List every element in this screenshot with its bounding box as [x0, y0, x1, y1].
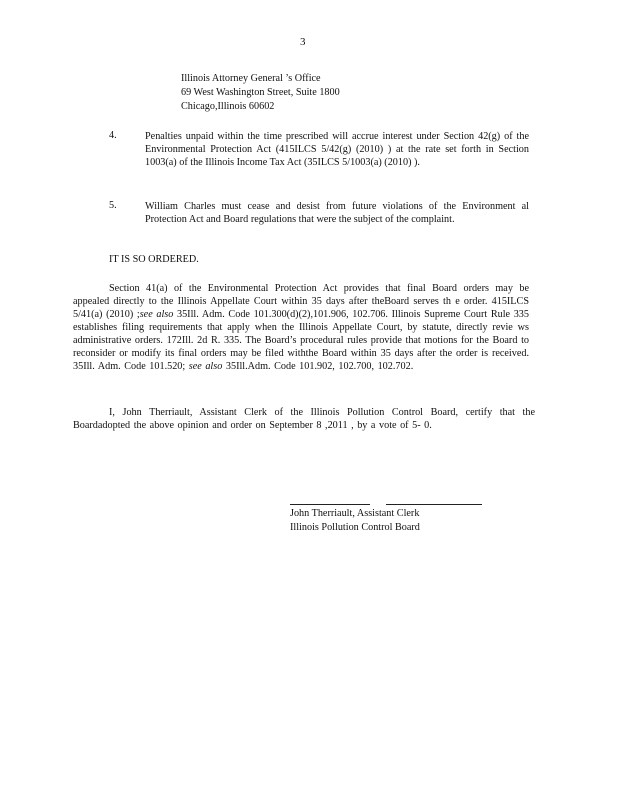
- item-text-5: William Charles must cease and desist from future violations of the Environment al Protection Act and Board regulations that were the subject of the complaint.: [145, 201, 529, 225]
- signature-org: Illinois Pollution Control Board: [290, 522, 420, 533]
- address-block: [181, 72, 421, 114]
- appeal-text-1: Section 41(a) of the Environmental Protection Act provides that final Board orders may be appealed directly to the Illinois Appellate Court within 35 days after theBoard serves th e order. 415ILCS 5/41(a) (2010) ;: [73, 283, 529, 320]
- page-number: 3: [300, 36, 306, 48]
- item-number-5: 5.: [109, 200, 117, 211]
- appeal-paragraph: [73, 282, 529, 373]
- address-line-1: Illinois Attorney General ’s Office: [181, 73, 321, 84]
- signature-line-right: [386, 504, 482, 505]
- address-line-2: 69 West Washington Street, Suite 1800: [181, 87, 340, 98]
- see-also-1: see also: [139, 309, 174, 320]
- appeal-text-3: 35Ill.Adm. Code 101.902, 102.700, 102.702.: [222, 361, 414, 372]
- item-number-4: 4.: [109, 130, 117, 141]
- appeal-text-2: 35Ill. Adm. Code 101.300(d)(2),101.906, 102.706. Illinois Supreme Court Rule 335 establishes filing requirements that apply when the Illinois Appellate Court, by statute, directly revie ws administrative orders. 172Ill. 2d R. 335. The Board’s procedural rules provide that motions for the Board to reconsider or modify its final orders may be filed withthe Board within 35 days after the order is received. 35Ill. Adm. Code 101.520;: [73, 309, 529, 372]
- address-line-3: Chicago,Illinois 60602: [181, 101, 275, 112]
- signature-name: John Therriault, Assistant Clerk: [290, 508, 420, 519]
- see-also-2: see also: [185, 361, 223, 372]
- so-ordered: IT IS SO ORDERED.: [109, 254, 199, 265]
- signature-line-left: [290, 504, 370, 505]
- certification-paragraph: I, John Therriault, Assistant Clerk of the Illinois Pollution Control Board, certify that the Boardadopted the above opinion and order on September 8 ,2011 , by a vote of 5- 0.: [73, 407, 535, 431]
- item-text-4: Penalties unpaid within the time prescribed will accrue interest under Section 42(g) of the Environmental Protection Act (415ILCS 5/42(g) (2010) ) at the rate set forth in Section 1003(a) of the Illinois Income Tax Act (35ILCS 5/1003(a) (2010) ).: [145, 131, 529, 168]
